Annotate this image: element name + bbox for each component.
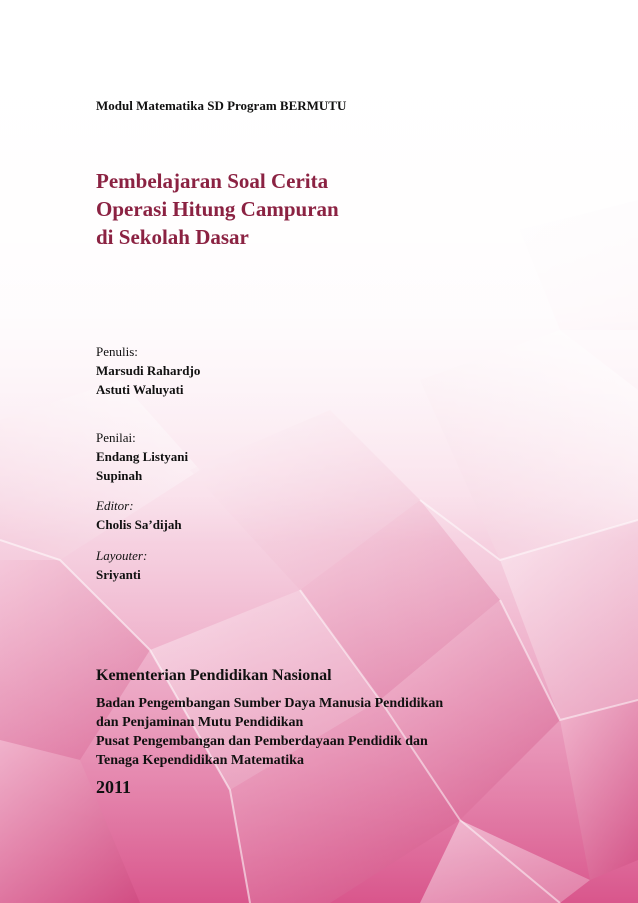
agency-block (96, 694, 443, 770)
title-line: Operasi Hitung Campuran (96, 197, 339, 221)
author-name: Astuti Waluyati (96, 382, 184, 397)
authors-label: Penulis: (96, 344, 138, 359)
agency-line: Tenaga Kependidikan Matematika (96, 753, 304, 768)
publication-year: 2011 (96, 777, 132, 797)
reviewers-label: Penilai: (96, 430, 136, 445)
layouter-label: Layouter: (96, 548, 148, 563)
editor-block (96, 496, 182, 534)
agency-line: Badan Pengembangan Sumber Daya Manusia Pendidikan (96, 696, 444, 711)
reviewers-block (96, 428, 188, 485)
agency-line: dan Penjaminan Mutu Pendidikan (96, 715, 304, 730)
document-title (96, 167, 339, 251)
editor-name: Cholis Sa’dijah (96, 517, 182, 532)
title-line: di Sekolah Dasar (96, 225, 249, 249)
author-name: Marsudi Rahardjo (96, 363, 201, 378)
editor-label: Editor: (96, 498, 134, 513)
title-line: Pembelajaran Soal Cerita (96, 169, 329, 193)
layouter-name: Sriyanti (96, 567, 141, 582)
reviewer-name: Endang Listyani (96, 449, 189, 464)
reviewer-name: Supinah (96, 468, 143, 483)
layouter-block (96, 546, 147, 584)
authors-block (96, 342, 200, 399)
series-heading: Modul Matematika SD Program BERMUTU (96, 98, 347, 113)
ministry-name: Kementerian Pendidikan Nasional (96, 667, 332, 684)
agency-line: Pusat Pengembangan dan Pemberdayaan Pendidik dan (96, 734, 428, 749)
